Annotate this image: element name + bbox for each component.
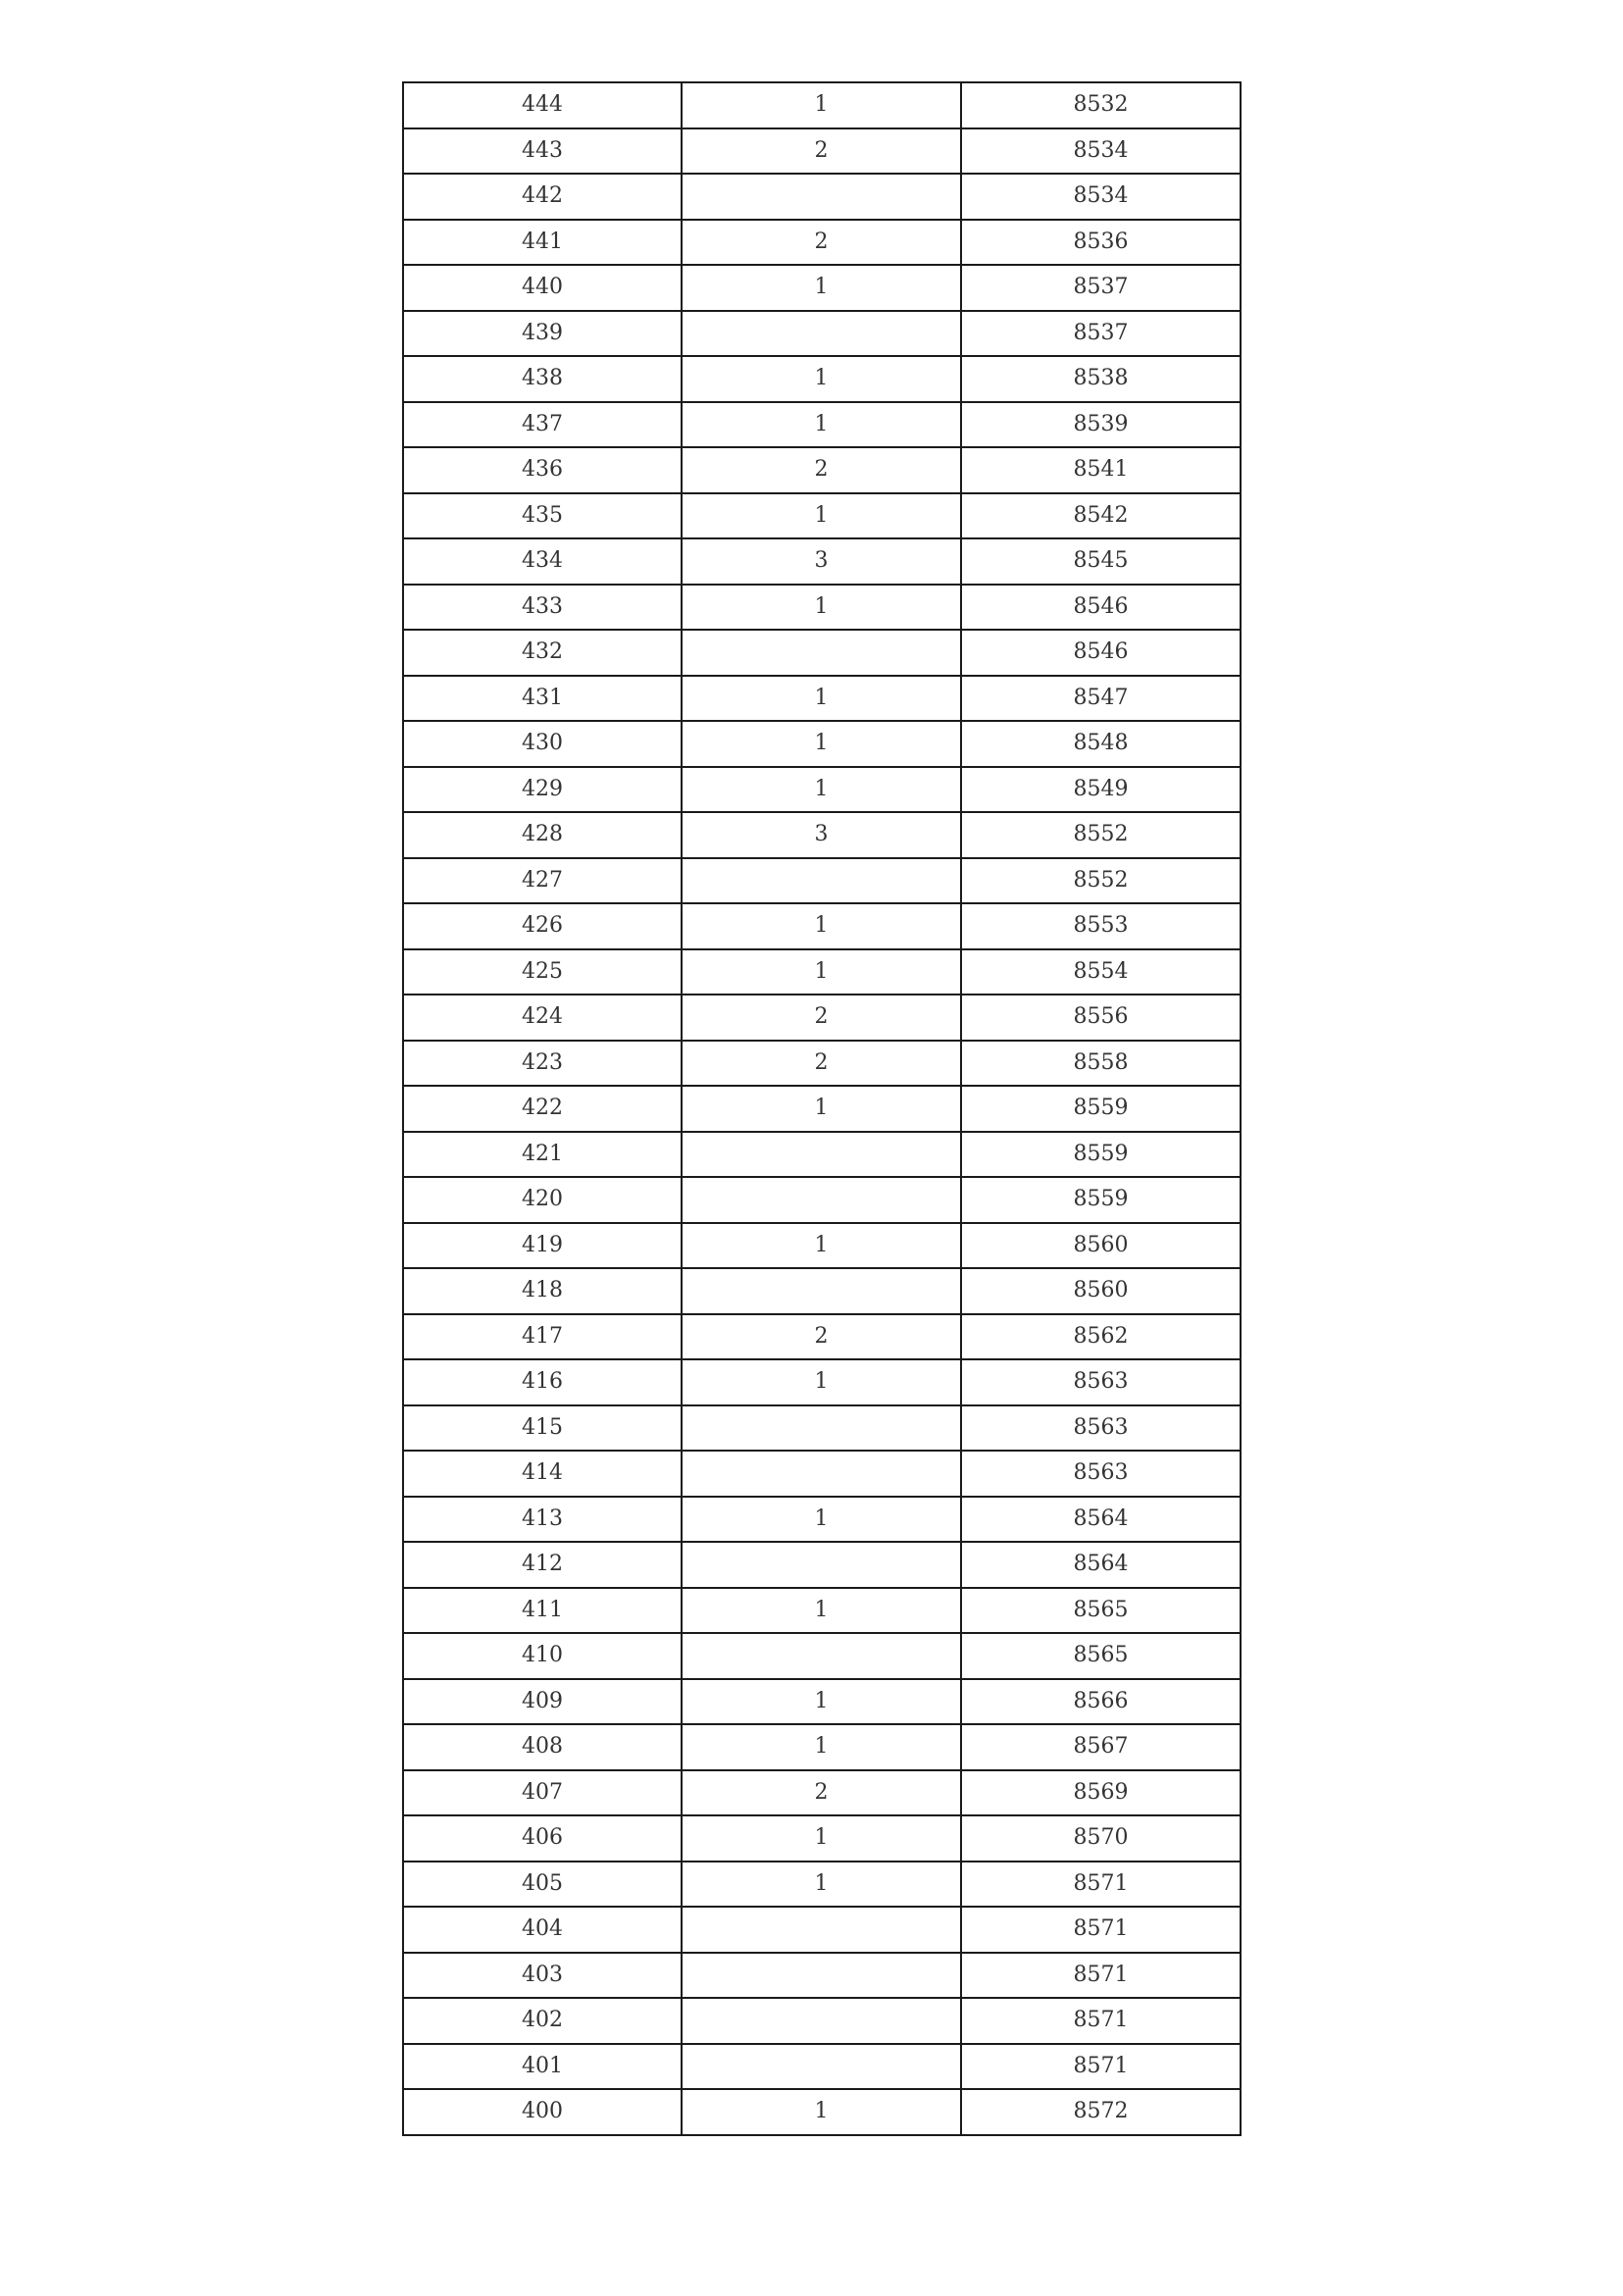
- table-row: [403, 1770, 1241, 1816]
- table-row: [403, 265, 1241, 311]
- cumulative-cell: 8563: [961, 1451, 1241, 1497]
- count-cell: [682, 174, 961, 220]
- count-cell: [682, 1405, 961, 1452]
- score-cell: 425: [403, 949, 682, 995]
- count-cell: 1: [682, 1359, 961, 1405]
- score-cell: 416: [403, 1359, 682, 1405]
- table-row: [403, 630, 1241, 676]
- table-row: [403, 767, 1241, 813]
- score-cell: 444: [403, 82, 682, 128]
- cumulative-cell: 8553: [961, 903, 1241, 949]
- score-cell: 423: [403, 1041, 682, 1087]
- table-row: [403, 1542, 1241, 1588]
- count-cell: 1: [682, 676, 961, 722]
- score-cell: 406: [403, 1815, 682, 1862]
- cumulative-cell: 8545: [961, 538, 1241, 585]
- count-cell: [682, 630, 961, 676]
- score-cell: 427: [403, 858, 682, 904]
- score-cell: 417: [403, 1314, 682, 1360]
- cumulative-cell: 8542: [961, 493, 1241, 539]
- cumulative-cell: 8559: [961, 1132, 1241, 1178]
- score-cell: 424: [403, 995, 682, 1041]
- cumulative-cell: 8552: [961, 858, 1241, 904]
- count-cell: 1: [682, 493, 961, 539]
- count-cell: 2: [682, 447, 961, 493]
- table-row: [403, 1359, 1241, 1405]
- table-row: [403, 1405, 1241, 1452]
- table-row: [403, 676, 1241, 722]
- score-cell: 411: [403, 1588, 682, 1634]
- score-cell: 442: [403, 174, 682, 220]
- table-row: [403, 1724, 1241, 1770]
- cumulative-cell: 8569: [961, 1770, 1241, 1816]
- count-cell: 1: [682, 1588, 961, 1634]
- table-row: [403, 1633, 1241, 1679]
- count-cell: [682, 311, 961, 357]
- cumulative-cell: 8564: [961, 1542, 1241, 1588]
- count-cell: [682, 858, 961, 904]
- count-cell: 2: [682, 1770, 961, 1816]
- score-cell: 401: [403, 2044, 682, 2090]
- count-cell: [682, 1633, 961, 1679]
- table-row: [403, 1815, 1241, 1862]
- cumulative-cell: 8563: [961, 1405, 1241, 1452]
- score-cell: 420: [403, 1177, 682, 1223]
- score-cell: 404: [403, 1907, 682, 1953]
- score-cell: 426: [403, 903, 682, 949]
- cumulative-cell: 8537: [961, 311, 1241, 357]
- count-cell: [682, 1451, 961, 1497]
- count-cell: [682, 1177, 961, 1223]
- table-row: [403, 995, 1241, 1041]
- score-cell: 436: [403, 447, 682, 493]
- score-cell: 428: [403, 812, 682, 858]
- table-row: [403, 2044, 1241, 2090]
- cumulative-cell: 8560: [961, 1223, 1241, 1269]
- count-cell: [682, 1953, 961, 1999]
- cumulative-cell: 8536: [961, 220, 1241, 266]
- score-distribution-table: [402, 81, 1242, 2136]
- table-row: [403, 1268, 1241, 1314]
- cumulative-cell: 8563: [961, 1359, 1241, 1405]
- table-row: [403, 538, 1241, 585]
- table-row: [403, 174, 1241, 220]
- cumulative-cell: 8554: [961, 949, 1241, 995]
- cumulative-cell: 8559: [961, 1177, 1241, 1223]
- cumulative-cell: 8538: [961, 356, 1241, 402]
- table-row: [403, 812, 1241, 858]
- table-row: [403, 858, 1241, 904]
- cumulative-cell: 8548: [961, 721, 1241, 767]
- table-row: [403, 1223, 1241, 1269]
- cumulative-cell: 8546: [961, 630, 1241, 676]
- table-row: [403, 585, 1241, 631]
- count-cell: [682, 1542, 961, 1588]
- table-row: [403, 1497, 1241, 1543]
- cumulative-cell: 8532: [961, 82, 1241, 128]
- score-cell: 409: [403, 1679, 682, 1725]
- count-cell: 1: [682, 721, 961, 767]
- cumulative-cell: 8565: [961, 1588, 1241, 1634]
- count-cell: 1: [682, 949, 961, 995]
- count-cell: [682, 1268, 961, 1314]
- count-cell: 2: [682, 220, 961, 266]
- table-row: [403, 1314, 1241, 1360]
- count-cell: 3: [682, 812, 961, 858]
- table-row: [403, 311, 1241, 357]
- count-cell: [682, 2044, 961, 2090]
- table-row: [403, 493, 1241, 539]
- table-row: [403, 2089, 1241, 2135]
- table-row: [403, 356, 1241, 402]
- cumulative-cell: 8565: [961, 1633, 1241, 1679]
- count-cell: 1: [682, 356, 961, 402]
- score-cell: 412: [403, 1542, 682, 1588]
- score-cell: 403: [403, 1953, 682, 1999]
- cumulative-cell: 8566: [961, 1679, 1241, 1725]
- count-cell: 2: [682, 995, 961, 1041]
- table-row: [403, 447, 1241, 493]
- table-row: [403, 721, 1241, 767]
- count-cell: 1: [682, 1497, 961, 1543]
- cumulative-cell: 8539: [961, 402, 1241, 448]
- count-cell: 1: [682, 903, 961, 949]
- table-row: [403, 903, 1241, 949]
- count-cell: 1: [682, 82, 961, 128]
- score-cell: 439: [403, 311, 682, 357]
- cumulative-cell: 8567: [961, 1724, 1241, 1770]
- count-cell: 2: [682, 128, 961, 175]
- table-row: [403, 1132, 1241, 1178]
- table-row: [403, 1953, 1241, 1999]
- count-cell: 1: [682, 1086, 961, 1132]
- score-cell: 410: [403, 1633, 682, 1679]
- score-cell: 414: [403, 1451, 682, 1497]
- cumulative-cell: 8558: [961, 1041, 1241, 1087]
- score-cell: 422: [403, 1086, 682, 1132]
- score-cell: 430: [403, 721, 682, 767]
- count-cell: 1: [682, 1815, 961, 1862]
- score-cell: 433: [403, 585, 682, 631]
- score-cell: 400: [403, 2089, 682, 2135]
- cumulative-cell: 8570: [961, 1815, 1241, 1862]
- count-cell: 1: [682, 402, 961, 448]
- count-cell: 1: [682, 1223, 961, 1269]
- score-cell: 435: [403, 493, 682, 539]
- count-cell: 2: [682, 1314, 961, 1360]
- cumulative-cell: 8547: [961, 676, 1241, 722]
- table-row: [403, 128, 1241, 175]
- table-row: [403, 82, 1241, 128]
- table-body: [403, 82, 1241, 2135]
- cumulative-cell: 8571: [961, 1998, 1241, 2044]
- table-row: [403, 1451, 1241, 1497]
- cumulative-cell: 8559: [961, 1086, 1241, 1132]
- score-cell: 437: [403, 402, 682, 448]
- cumulative-cell: 8556: [961, 995, 1241, 1041]
- score-cell: 429: [403, 767, 682, 813]
- count-cell: 1: [682, 1724, 961, 1770]
- score-cell: 415: [403, 1405, 682, 1452]
- count-cell: 1: [682, 767, 961, 813]
- score-cell: 434: [403, 538, 682, 585]
- table-row: [403, 949, 1241, 995]
- cumulative-cell: 8549: [961, 767, 1241, 813]
- table-row: [403, 220, 1241, 266]
- cumulative-cell: 8537: [961, 265, 1241, 311]
- score-cell: 402: [403, 1998, 682, 2044]
- score-cell: 431: [403, 676, 682, 722]
- score-cell: 408: [403, 1724, 682, 1770]
- table-row: [403, 1862, 1241, 1908]
- table-row: [403, 1588, 1241, 1634]
- score-cell: 440: [403, 265, 682, 311]
- score-cell: 438: [403, 356, 682, 402]
- score-cell: 418: [403, 1268, 682, 1314]
- cumulative-cell: 8564: [961, 1497, 1241, 1543]
- cumulative-cell: 8552: [961, 812, 1241, 858]
- cumulative-cell: 8572: [961, 2089, 1241, 2135]
- table-row: [403, 1998, 1241, 2044]
- table-row: [403, 1177, 1241, 1223]
- count-cell: 1: [682, 1679, 961, 1725]
- count-cell: 3: [682, 538, 961, 585]
- count-cell: 1: [682, 1862, 961, 1908]
- cumulative-cell: 8571: [961, 1907, 1241, 1953]
- score-cell: 432: [403, 630, 682, 676]
- cumulative-cell: 8534: [961, 128, 1241, 175]
- table-row: [403, 1907, 1241, 1953]
- count-cell: 1: [682, 2089, 961, 2135]
- score-cell: 413: [403, 1497, 682, 1543]
- score-cell: 407: [403, 1770, 682, 1816]
- count-cell: 1: [682, 265, 961, 311]
- score-cell: 421: [403, 1132, 682, 1178]
- score-cell: 405: [403, 1862, 682, 1908]
- cumulative-cell: 8546: [961, 585, 1241, 631]
- count-cell: [682, 1998, 961, 2044]
- cumulative-cell: 8534: [961, 174, 1241, 220]
- count-cell: [682, 1132, 961, 1178]
- score-cell: 443: [403, 128, 682, 175]
- count-cell: 2: [682, 1041, 961, 1087]
- cumulative-cell: 8562: [961, 1314, 1241, 1360]
- score-cell: 419: [403, 1223, 682, 1269]
- cumulative-cell: 8571: [961, 1953, 1241, 1999]
- table-row: [403, 402, 1241, 448]
- table-row: [403, 1041, 1241, 1087]
- cumulative-cell: 8571: [961, 1862, 1241, 1908]
- count-cell: 1: [682, 585, 961, 631]
- count-cell: [682, 1907, 961, 1953]
- score-cell: 441: [403, 220, 682, 266]
- cumulative-cell: 8571: [961, 2044, 1241, 2090]
- cumulative-cell: 8560: [961, 1268, 1241, 1314]
- table-row: [403, 1086, 1241, 1132]
- table-row: [403, 1679, 1241, 1725]
- cumulative-cell: 8541: [961, 447, 1241, 493]
